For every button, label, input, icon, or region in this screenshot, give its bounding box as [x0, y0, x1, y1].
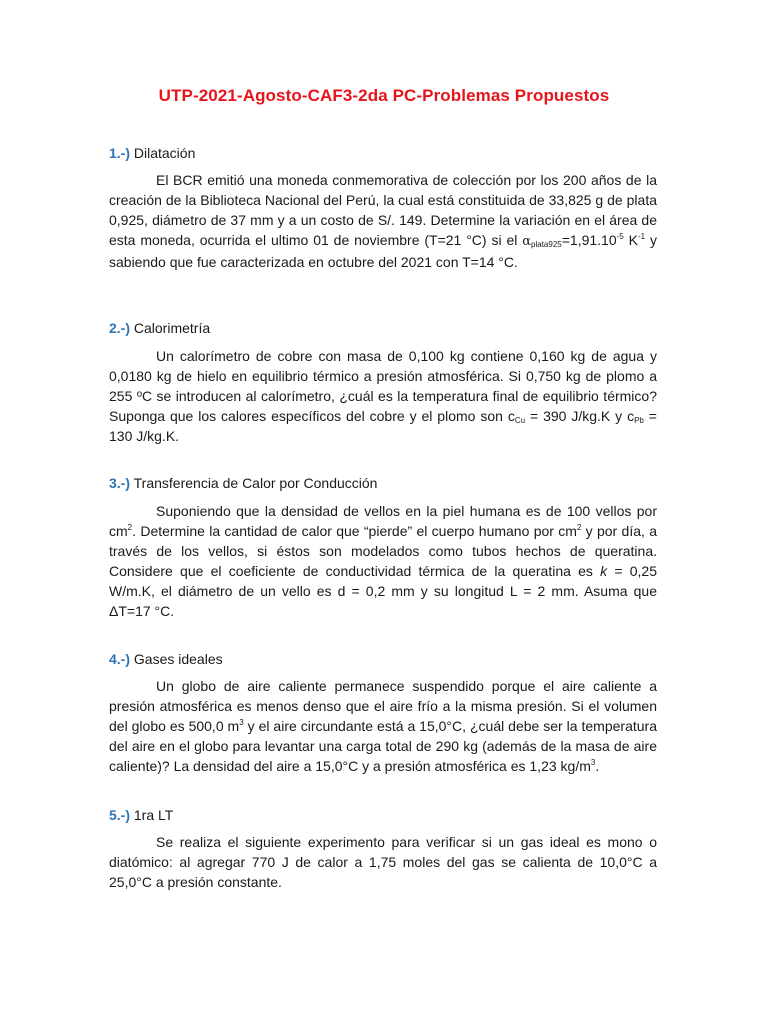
problem-number: 1.-): [109, 145, 130, 161]
problem-2-heading: [109, 319, 210, 337]
superscript: -5: [616, 232, 624, 241]
text-run: = 390 J/kg.K y: [525, 408, 628, 424]
problem-3-text: [109, 501, 657, 621]
document-title: UTP-2021-Agosto-CAF3-2da PC-Problemas Propuestos: [158, 86, 610, 105]
text-run: Se realiza el siguiente experimento para verificar si un gas ideal es mono o diatómico: al agregar 770 J de calor a 1,75 moles del gas se calienta de 10,0°C a 25,0°C a presión constante.: [109, 834, 657, 890]
problem-topic: Calorimetría: [133, 320, 211, 336]
problem-2-text: [109, 346, 657, 446]
subscript: Cu: [514, 416, 526, 425]
text-run: . Determine la cantidad de calor que “pierde” el cuerpo humano por cm: [132, 523, 577, 539]
problem-4-text: [109, 676, 657, 776]
superscript: 2: [127, 523, 133, 532]
text-run: c: [507, 408, 515, 424]
text-run: T=17 °C.: [118, 603, 175, 619]
problem-number: 4.-): [109, 651, 130, 667]
problem-1-heading: [109, 144, 195, 162]
delta-symbol: Δ: [109, 603, 119, 619]
subscript: plata925: [531, 240, 562, 249]
text-run: Un calorímetro de cobre con masa de 0,100 kg contiene 0,160 kg de agua y 0,0180 kg de hielo en equilibrio térmico a presión atmosférica. Si 0,750 kg de plomo a 255 ºC se introducen al calorímetro, ¿cuál es la temperatura final de equilibrio térmico? Suponga que los calores específicos del cobre y el plomo son: [109, 348, 657, 424]
problem-topic: Transferencia de Calor por Conducción: [133, 475, 378, 491]
superscript: 3: [590, 758, 596, 767]
problem-number: 2.-): [109, 320, 130, 336]
problem-1-text: [109, 170, 657, 272]
problem-topic: 1ra LT: [133, 807, 174, 823]
text-run: .: [595, 758, 600, 774]
text-run: c: [627, 408, 635, 424]
problem-5-text: [109, 832, 657, 892]
text-run: K: [623, 232, 638, 248]
superscript: 3: [239, 718, 244, 727]
problem-number: 5.-): [109, 807, 130, 823]
superscript: -1: [637, 232, 646, 241]
text-run: = 0,25 W/m.K, el diámetro de un vello es d = 0,2 mm y su longitud L = 2 mm. Asuma que: [109, 563, 657, 599]
alpha-symbol: α: [522, 234, 532, 249]
text-run: Suponiendo que la densidad de vellos en la piel humana es de 100 vellos por cm: [109, 503, 657, 539]
text-run: =1,91.10: [561, 232, 617, 248]
text-run: El BCR emitió una moneda conmemorativa de colección por los 200 años de la creación de la Biblioteca Nacional del Perú, la cual está constituida de 33,825 g de plata 0,925, diámetro de 37 mm y a un costo de S/. 149. Determine la variación en el área de esta moneda, ocurrida el ultimo 01 de noviembre (T=21 °C) si el: [109, 172, 657, 248]
text-run: Un globo de aire caliente permanece suspendido porque el aire caliente a presión atmosférica es menos denso que el aire frío a la misma presión. Si el volumen del globo es 500,0 m: [109, 678, 657, 734]
problem-number: 3.-): [109, 475, 130, 491]
problem-topic: Dilatación: [133, 145, 196, 161]
superscript: 2: [576, 523, 582, 532]
problem-topic: Gases ideales: [133, 651, 223, 667]
subscript: Pb: [634, 416, 644, 425]
text-run: y el aire circundante está a 15,0°C, ¿cuál debe ser la temperatura del aire en el globo para levantar una carga total de 290 kg (además de la masa de aire caliente)? La densidad del aire a 15,0°C y a presión atmosférica es 1,23 kg/m: [109, 718, 657, 774]
problem-4-heading: [109, 650, 223, 668]
k-symbol: k: [600, 563, 608, 579]
text-run: = 130 J/kg.K.: [109, 408, 657, 444]
text-run: y sabiendo que fue caracterizada en octubre del 2021 con T=14 °C.: [109, 232, 657, 270]
problem-3-heading: [109, 474, 377, 492]
problem-5-heading: [109, 806, 173, 824]
text-run: y por día, a través de los vellos, si éstos son modelados como tubos hechos de queratina. Considere que el coeficiente de conductividad térmica de la queratina es: [109, 523, 657, 579]
